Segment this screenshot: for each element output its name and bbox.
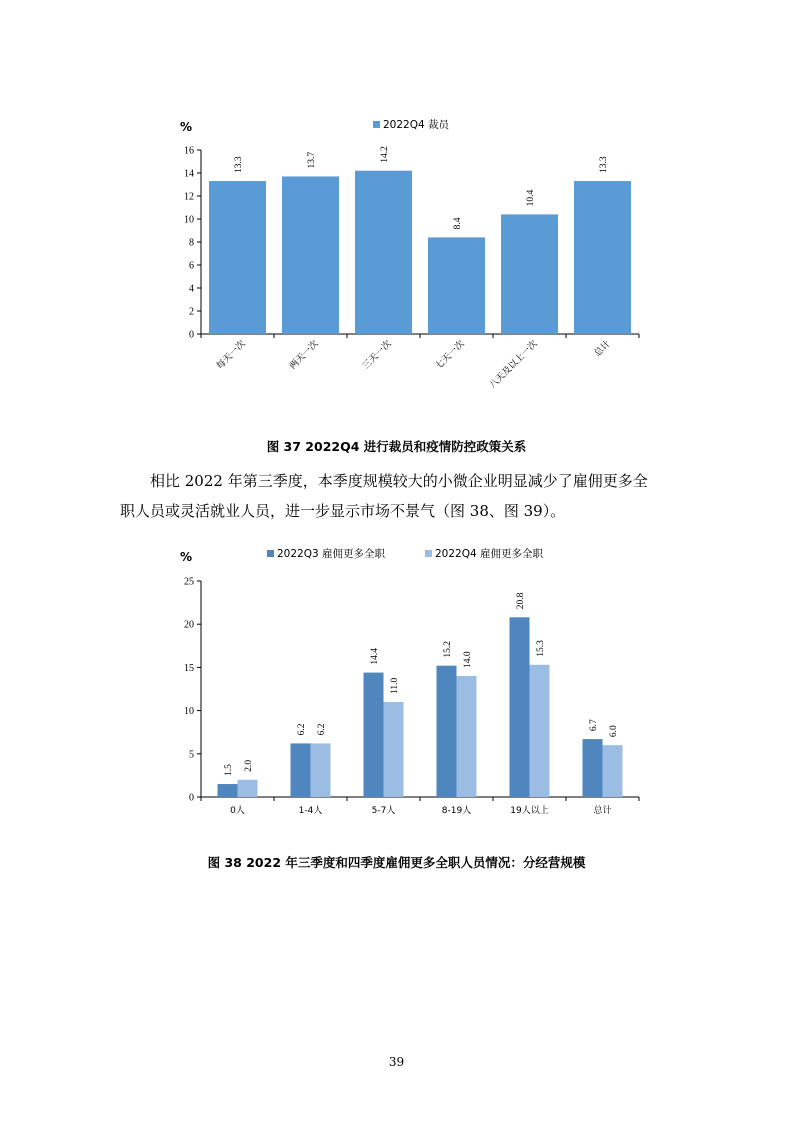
chart2-bar-q3 — [218, 784, 238, 797]
chart1-axes — [184, 146, 639, 341]
chart2-bars — [218, 592, 623, 816]
chart2-value-label-q3: 1.5 — [224, 764, 234, 777]
chart2-legend-label-q3: 2022Q3 雇佣更多全职 — [277, 548, 386, 560]
chart2-bar-q4 — [384, 702, 404, 797]
chart2-bar-q4 — [530, 665, 550, 797]
chart2-y-tick-label: 10 — [184, 706, 194, 718]
chart2-value-label-q3: 6.7 — [589, 719, 599, 732]
chart1-legend-label: 2022Q4 裁员 — [383, 119, 450, 131]
chart2-value-label-q4: 2.0 — [244, 759, 254, 772]
chart1-y-tick-label: 8 — [189, 237, 194, 249]
chart1-category-label: 三天一次 — [361, 339, 394, 372]
chart1-bar — [282, 176, 339, 334]
figure-38-caption: 图 38 2022 年三季度和四季度雇佣更多全职人员情况：分经营规模 — [207, 855, 586, 870]
chart2-value-label-q3: 14.4 — [370, 647, 380, 665]
figure-37-caption: 图 37 2022Q4 进行裁员和疫情防控政策关系 — [266, 439, 527, 454]
chart1-bar — [574, 181, 631, 334]
chart1-y-tick-label: 10 — [184, 214, 194, 226]
chart1-y-tick-label: 6 — [189, 260, 194, 272]
chart2-value-label-q4: 6.2 — [317, 723, 327, 736]
chart2-bar-q3 — [437, 666, 457, 797]
chart2-bar-q3 — [583, 739, 603, 797]
chart1-bar — [501, 214, 558, 334]
chart1-value-label: 8.4 — [453, 217, 463, 230]
chart1-y-tick-label: 0 — [189, 329, 194, 341]
chart2-category-label: 总计 — [593, 806, 612, 816]
chart2-category-label: 5-7人 — [371, 806, 396, 816]
chart2-category-label: 8-19人 — [441, 806, 472, 816]
chart1-y-tick-label: 4 — [189, 283, 194, 295]
chart2-bar-q4 — [238, 780, 258, 797]
chart2-bar-q3 — [364, 673, 384, 797]
chart2-axes — [184, 577, 639, 804]
chart1-bar — [209, 181, 266, 334]
chart2-legend-swatch-q3 — [267, 550, 274, 557]
body-paragraph — [120, 466, 676, 526]
chart1-value-label: 13.3 — [234, 156, 244, 174]
chart1-value-label: 13.7 — [307, 151, 317, 169]
chart1-category-label: 总计 — [592, 339, 613, 359]
chart2-value-label-q4: 6.0 — [609, 725, 619, 738]
chart2-value-label-q4: 11.0 — [390, 677, 400, 694]
chart2-y-tick-label: 25 — [184, 576, 194, 588]
chart2-bar-q4 — [457, 676, 477, 797]
chart2-bar-q3 — [291, 743, 311, 797]
chart1-legend-swatch — [373, 121, 380, 128]
chart1-y-tick-label: 16 — [184, 145, 194, 157]
chart2-y-tick-label: 20 — [184, 619, 194, 631]
chart2-legend-swatch-q4 — [425, 550, 432, 557]
chart2-value-label-q3: 15.2 — [443, 641, 453, 658]
chart2-category-label: 1-4人 — [298, 806, 323, 816]
chart1-y-tick-label: 12 — [184, 191, 194, 203]
chart1-category-label: 两天一次 — [288, 339, 321, 372]
chart1-bars — [209, 146, 631, 391]
paragraph-line-2: 职人员或灵活就业人员，进一步显示市场不景气（图 38、图 39）。 — [120, 502, 566, 520]
chart1-value-label: 10.4 — [526, 189, 536, 207]
chart1-value-label: 14.2 — [380, 146, 390, 163]
chart2-bar-q4 — [603, 745, 623, 797]
chart2-bar-q4 — [311, 743, 331, 797]
chart2-bar-q3 — [510, 617, 530, 797]
chart1-bar — [355, 171, 412, 334]
chart2-y-tick-label: 15 — [184, 662, 194, 674]
chart1-category-label: 每天一次 — [215, 339, 248, 372]
chart2-value-label-q3: 20.8 — [516, 592, 526, 610]
chart2-category-label: 0人 — [230, 806, 245, 816]
chart1-bar — [428, 237, 485, 334]
chart1-y-unit: % — [179, 120, 193, 134]
chart2-value-label-q3: 6.2 — [297, 723, 307, 736]
chart1-y-tick-label: 2 — [189, 306, 194, 318]
chart2-y-tick-label: 5 — [189, 749, 194, 761]
chart2-legend-label-q4: 2022Q4 雇佣更多全职 — [435, 548, 544, 560]
chart1-y-tick-label: 14 — [184, 168, 194, 180]
chart2-value-label-q4: 14.0 — [463, 651, 473, 669]
chart1-category-label: 八天及以上一次 — [487, 339, 540, 391]
chart1-value-label: 13.3 — [599, 156, 609, 174]
chart2-value-label-q4: 15.3 — [536, 640, 546, 657]
chart2-category-label: 19人以上 — [510, 806, 549, 816]
chart2-y-unit: % — [179, 550, 193, 564]
paragraph-line-1: 相比 2022 年第三季度，本季度规模较大的小微企业明显减少了雇佣更多全 — [150, 472, 648, 490]
chart2-y-tick-label: 0 — [189, 792, 194, 804]
page-number: 39 — [388, 1055, 405, 1069]
chart1-category-label: 七天一次 — [434, 339, 467, 372]
